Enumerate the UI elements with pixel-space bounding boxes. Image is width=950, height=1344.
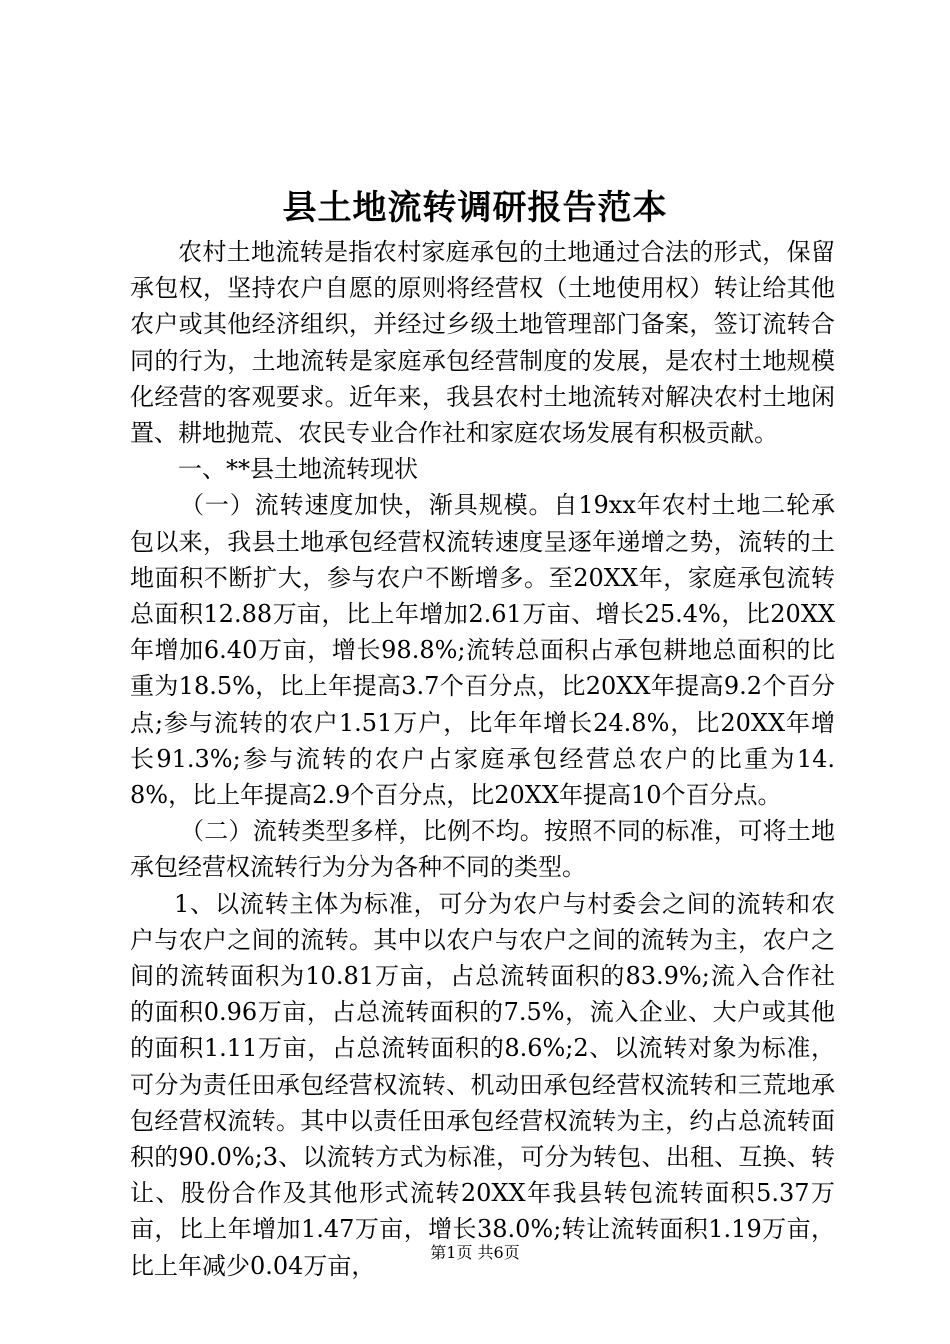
paragraph-flow-classification: 1、以流转主体为标准，可分为农户与村委会之间的流转和农户与农户之间的流转。其中以农户与农户之间的流转为主，农户之间的流转面积为10.81万亩，占总流转面积的83.9%;流入合作社的面积0.96万亩，占总流转面积的7.5%，流入企业、大户或其他的面积1.11万亩，占总流转面积的8.6%;2、以流转对象为标准，可分为责任田承包经营权流转、机动田承包经营权流转和三荒地承包经营权流转。其中以责任田承包经营权流转为主，约占总流转面积的90.0%;3、以流转方式为标准，可分为转包、出租、互换、转让、股份合作及其他形式流转20XX年我县转包流转面积5.37万亩，比上年增加1.47万亩，增长38.0%;转让流转面积1.19万亩，比上年减少0.04万亩， xyxy=(130,889,835,1280)
document-body xyxy=(130,234,835,1284)
paragraph-intro: 农村土地流转是指农村家庭承包的土地通过合法的形式，保留承包权，坚持农户自愿的原则将经营权（土地使用权）转让给其他农户或其他经济组织，并经过乡级土地管理部门备案，签订流转合同的行为，土地流转是家庭承包经营制度的发展，是农村土地规模化经营的客观要求。近年来，我县农村土地流转对解决农村土地闲置、耕地抛荒、农民专业合作社和家庭农场发展有积极贡献。 xyxy=(130,238,835,448)
paragraph-flow-speed: （一）流转速度加快，渐具规模。自19xx年农村土地二轮承包以来，我县土地承包经营权流转速度呈逐年递增之势，流转的土地面积不断扩大，参与农户不断增多。至20XX年，家庭承包流转总面积12.88万亩，比上年增加2.61万亩、增长25.4%，比20XX年增加6.40万亩，增长98.8%;流转总面积占承包耕地总面积的比重为18.5%，比上年提高3.7个百分点，比20XX年提高9.2个百分点;参与流转的农户1.51万户，比年年增长24.8%，比20XX年增长91.3%;参与流转的农户占家庭承包经营总农户的比重为14.8%，比上年提高2.9个百分点，比20XX年提高10个百分点。 xyxy=(130,491,835,810)
section-heading-status: 一、**县土地流转现状 xyxy=(178,455,418,484)
page-footer: 第1页 共6页 xyxy=(430,1243,520,1262)
paragraph-flow-types: （二）流转类型多样，比例不均。按照不同的标准，可将土地承包经营权流转行为分为各种不同的类型。 xyxy=(130,817,835,882)
document-title: 县土地流转调研报告范本 xyxy=(282,188,668,228)
